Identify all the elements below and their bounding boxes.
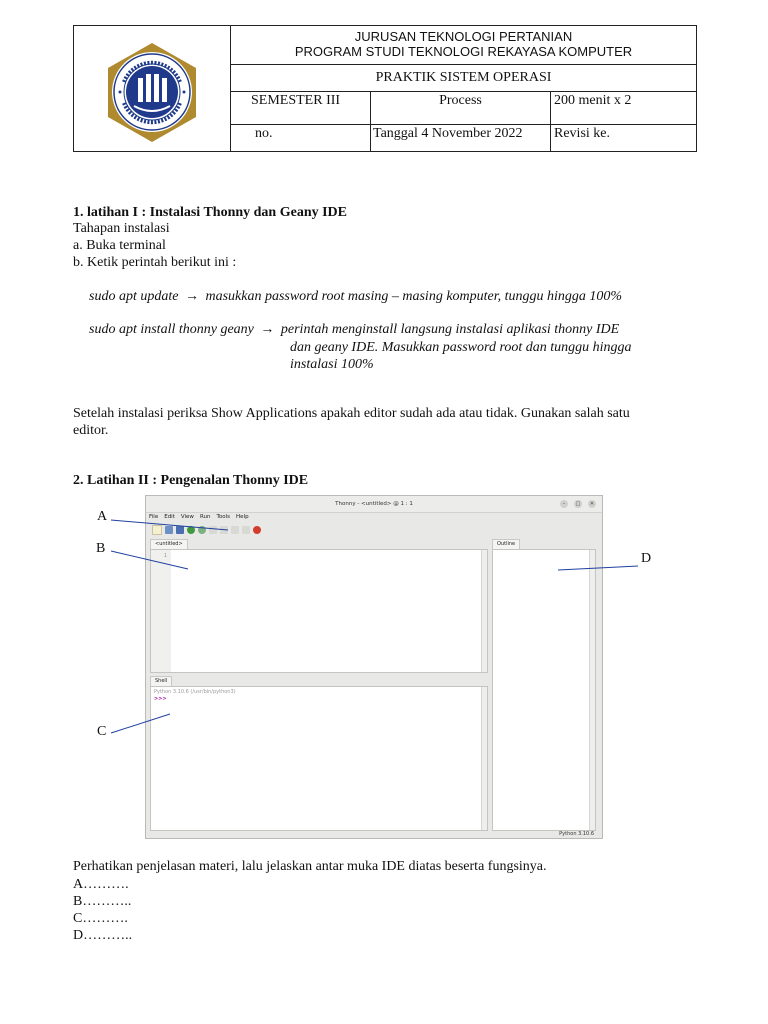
command-2-text: sudo apt install thonny geany bbox=[89, 322, 254, 337]
shell-tab[interactable]: Shell bbox=[150, 676, 172, 686]
callout-line-a bbox=[111, 520, 228, 530]
answer-a: A………. bbox=[73, 877, 129, 892]
shell-prompt: >>> bbox=[154, 696, 167, 702]
step-a: a. Buka terminal bbox=[73, 238, 166, 253]
answer-c: C………. bbox=[73, 911, 128, 926]
maximize-icon[interactable]: □ bbox=[575, 501, 581, 507]
line-numbers: 1 bbox=[151, 550, 171, 672]
install-stages: Tahapan instalasi bbox=[73, 221, 170, 236]
callout-label-a: A bbox=[97, 509, 108, 524]
arrow-icon: → bbox=[184, 289, 199, 304]
menu-file[interactable]: File bbox=[149, 514, 159, 520]
menu-help[interactable]: Help bbox=[236, 514, 249, 520]
duration-cell: 200 menit x 2 bbox=[554, 93, 632, 108]
callout-line-b bbox=[111, 551, 188, 569]
command-2-description-1: perintah menginstall langsung instalasi aplikasi thonny IDE bbox=[280, 322, 620, 337]
command-1-description: masukkan password root masing – masing komputer, tunggu hingga 100% bbox=[205, 289, 623, 304]
shell-banner: Python 3.10.6 (/usr/bin/python3) bbox=[154, 689, 236, 695]
menu-view[interactable]: View bbox=[180, 514, 194, 520]
number-cell: no. bbox=[231, 125, 371, 152]
section2-title: 2. Latihan II : Pengenalan Thonny IDE bbox=[73, 473, 309, 488]
callout-line-c bbox=[111, 714, 170, 733]
section1-title: 1. latihan I : Instalasi Thonny dan Geany IDE bbox=[73, 205, 347, 220]
command-1-text: sudo apt update bbox=[89, 289, 179, 304]
command-2-description-3: instalasi 100% bbox=[290, 357, 374, 372]
window-title: Thonny - <untitled> @ 1 : 1 bbox=[335, 501, 413, 507]
status-bar: Python 3.10.6 bbox=[559, 831, 594, 837]
arrow-icon: → bbox=[260, 322, 275, 337]
revision-cell: Revisi ke. bbox=[554, 126, 610, 141]
instruction-text: Perhatikan penjelasan materi, lalu jelaskan antar muka IDE diatas beserta fungsinya. bbox=[73, 859, 547, 874]
menu-edit[interactable]: Edit bbox=[164, 514, 175, 520]
close-icon[interactable]: ✕ bbox=[589, 501, 595, 507]
program-name: PROGRAM STUDI TEKNOLOGI REKAYASA KOMPUTER bbox=[294, 44, 633, 59]
after-install-text-2: editor. bbox=[73, 423, 109, 438]
after-install-text-1: Setelah instalasi periksa Show Applications apakah editor sudah ada atau tidak. Gunakan salah satu bbox=[73, 406, 630, 421]
date-cell: Tanggal 4 November 2022 bbox=[371, 125, 551, 152]
editor-tab[interactable]: <untitled> bbox=[150, 539, 188, 549]
semester-cell: SEMESTER III bbox=[231, 92, 371, 124]
callout-label-b: B bbox=[96, 541, 106, 556]
menu-run[interactable]: Run bbox=[199, 514, 211, 520]
menu-tools[interactable]: Tools bbox=[216, 514, 231, 520]
outline-tab[interactable]: Outline bbox=[492, 539, 520, 549]
department-name: JURUSAN TEKNOLOGI PERTANIAN bbox=[354, 29, 573, 44]
minimize-icon[interactable]: – bbox=[560, 500, 568, 508]
answer-b: B……….. bbox=[73, 894, 132, 909]
course-title: PRAKTIK SISTEM OPERASI bbox=[231, 65, 696, 92]
answer-d: D……….. bbox=[73, 928, 133, 943]
step-b: b. Ketik perintah berikut ini : bbox=[73, 255, 237, 270]
callout-label-c: C bbox=[97, 724, 107, 739]
command-2-description-2: dan geany IDE. Masukkan password root dan tunggu hingga bbox=[290, 340, 632, 355]
topic-cell: Process bbox=[371, 92, 551, 124]
callout-label-d: D bbox=[641, 551, 652, 566]
callout-line-d bbox=[558, 566, 638, 570]
